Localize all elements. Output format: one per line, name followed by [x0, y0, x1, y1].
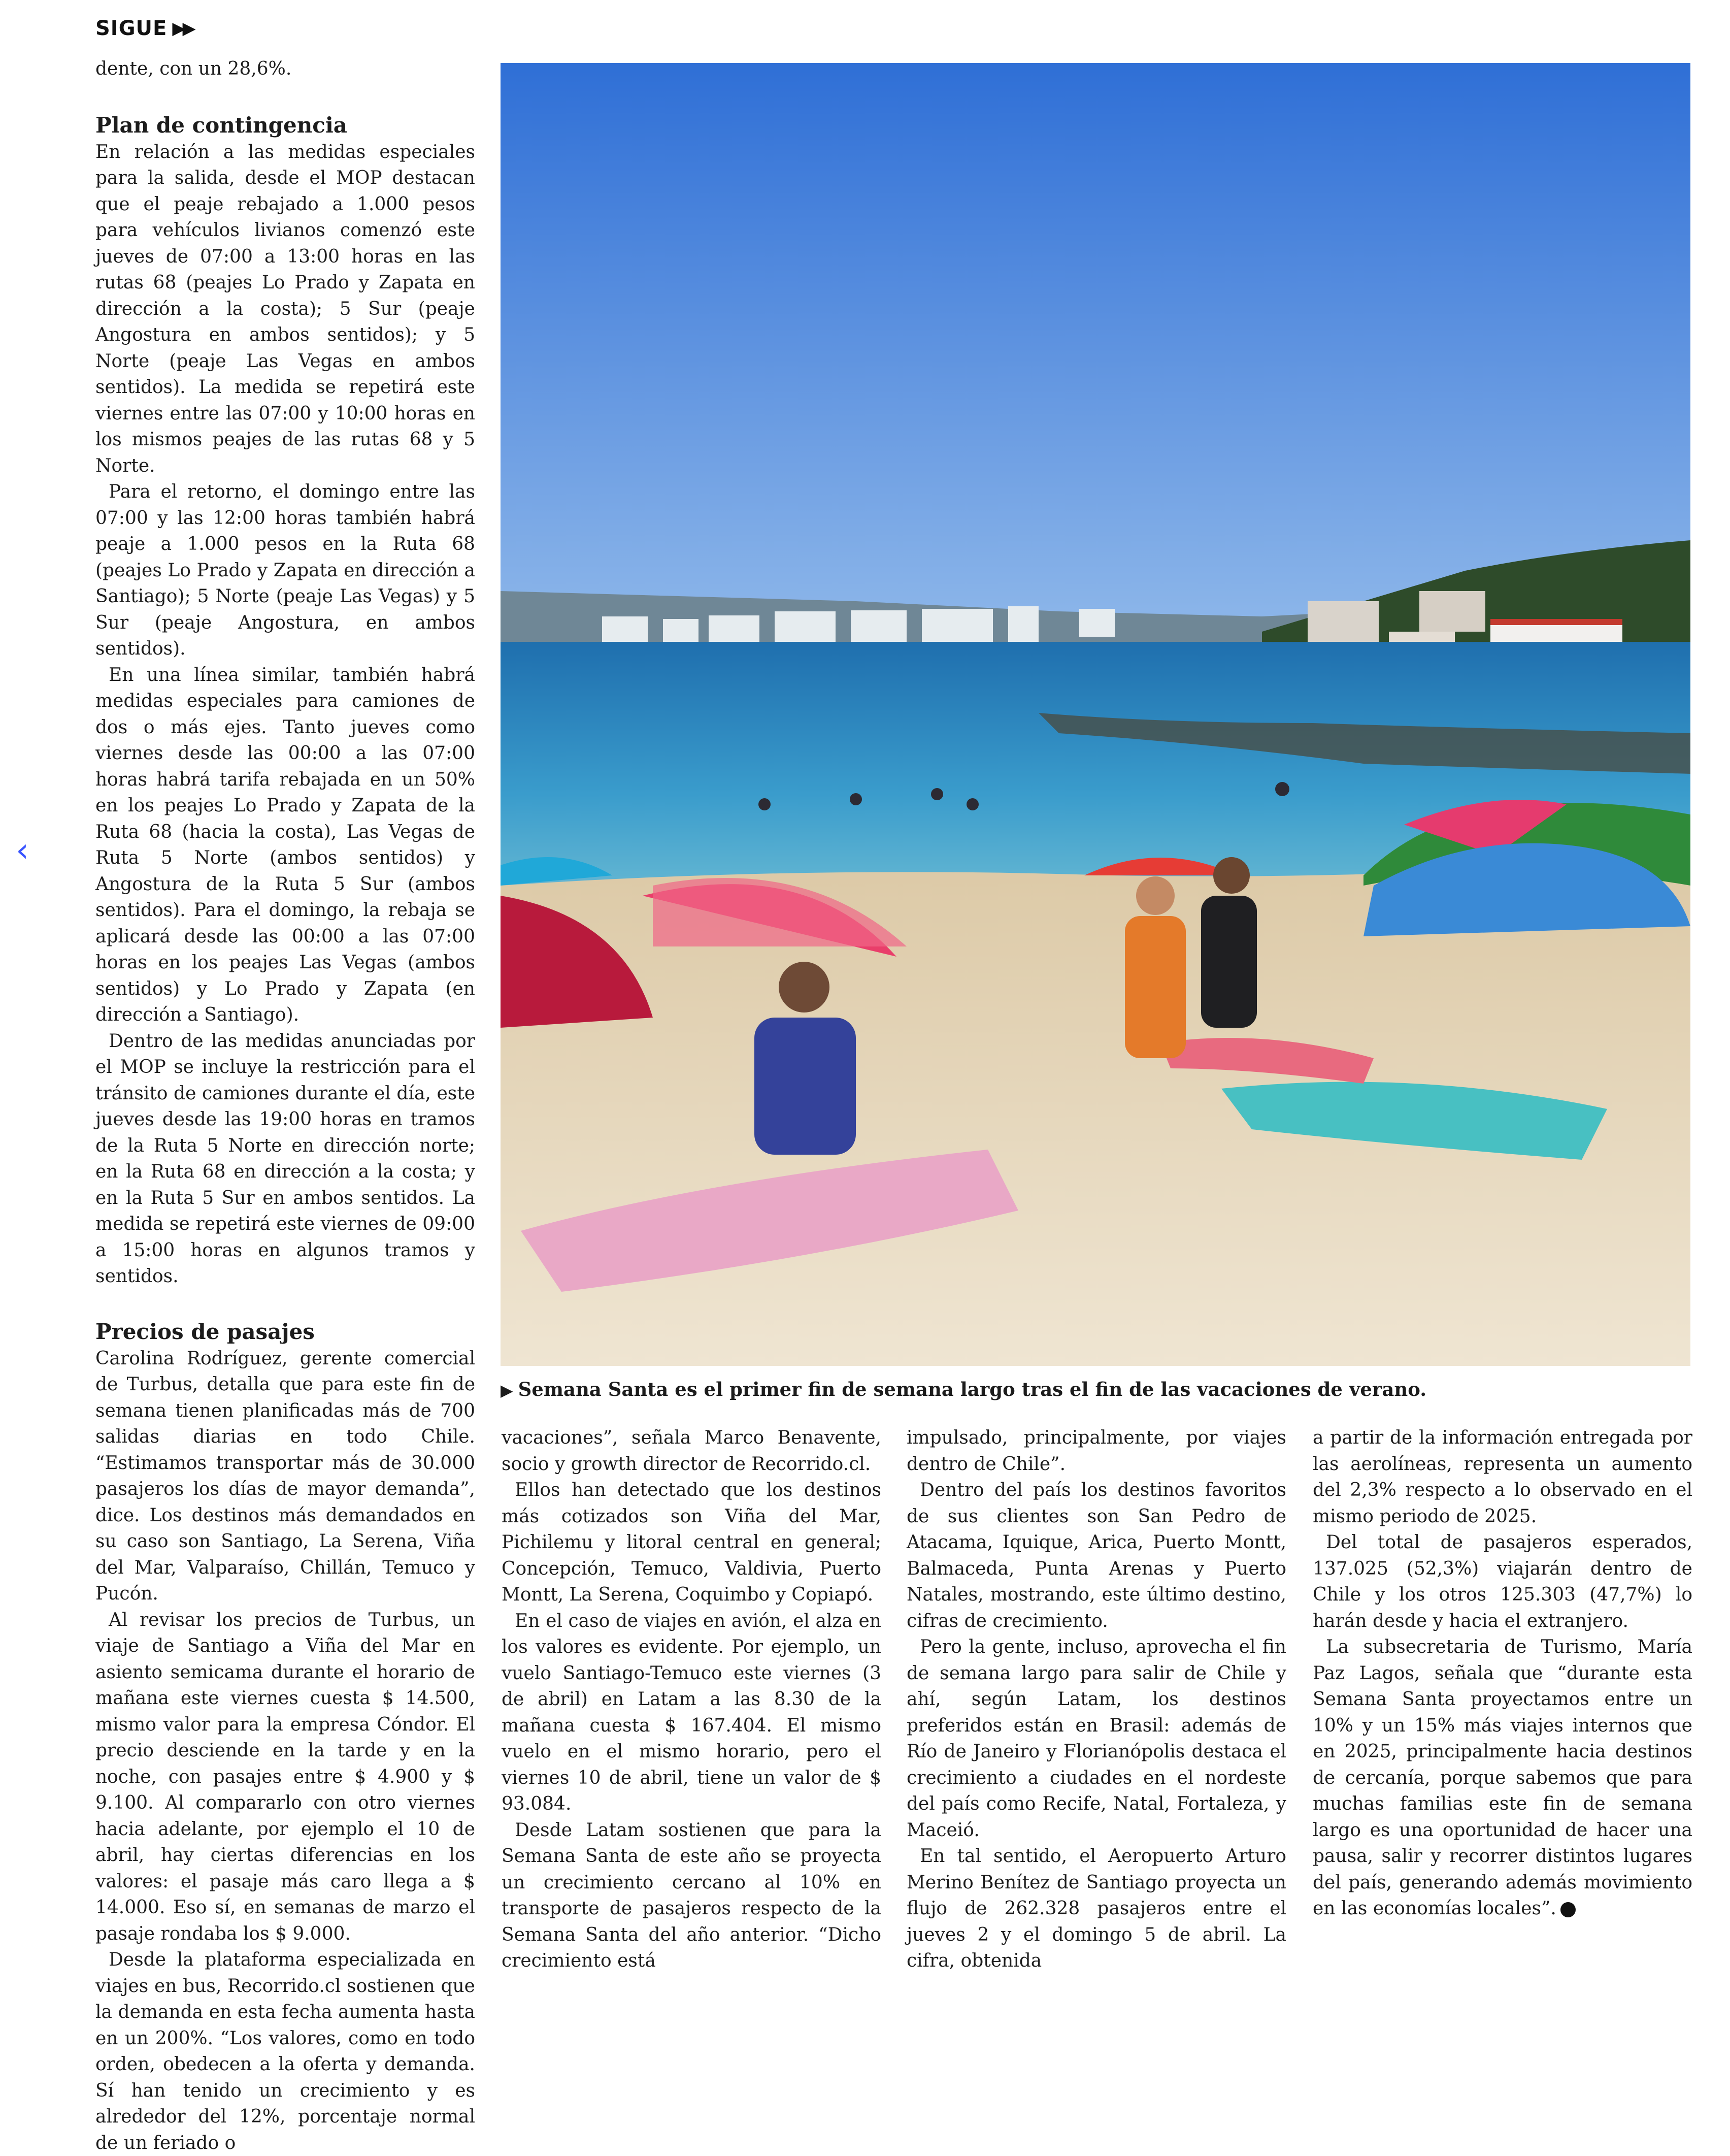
- beach-photo-illustration: [501, 63, 1690, 1366]
- paragraph: Dentro de las medidas anunciadas por el MOP se incluye la restricción para el tránsito de camiones durante el día, este jueves desde las 19:00 horas en tramos de la Ruta 5 Norte en dirección norte; en la Ruta 68 en dirección a la costa; y en la Ruta 5 Sur en ambos sentidos. La medida se repetirá este viernes de 09:00 a 15:00 horas en algunos tramos y sentidos.: [95, 1030, 475, 1287]
- continue-arrows-icon: ▶▶: [172, 18, 193, 39]
- subheading-contingency: Plan de contingencia: [95, 112, 348, 138]
- caption-marker-icon: ▶: [501, 1381, 513, 1400]
- paragraph: En el caso de viajes en avión, el alza en los valores es evidente. Por ejemplo, un vuelo Santiago-Temuco este viernes (3 de abril) en Latam a las 8.30 de la mañana cuesta $ 167.404. El mismo vuelo en el mismo horario, pero el viernes 10 de abril, tiene un valor de $ 93.084.: [502, 1610, 881, 1814]
- paragraph: Desde la plataforma especializada en viajes en bus, Recorrido.cl sostienen que la demanda en esta fecha aumenta hasta en un 200%. “Los valores, como en todo orden, obedecen a la oferta y demanda. Sí han tenido un crecimiento y es alrededor del 12%, porcentaje normal de un feriado o: [95, 1949, 475, 2153]
- caption-text: Semana Santa es el primer fin de semana largo tras el fin de las vacaciones de verano.: [518, 1378, 1427, 1400]
- section-label: SIGUE: [95, 17, 168, 40]
- paragraph: Para el retorno, el domingo entre las 07:00 y las 12:00 horas también habrá peaje a 1.000 pesos en la Ruta 68 (peajes Lo Prado y Zapata en dirección a Santiago); 5 Norte (peaje Las Vegas) y 5 Sur (peaje Angostura, en ambos sentidos).: [95, 481, 475, 659]
- paragraph: dente, con un 28,6%.: [95, 58, 292, 79]
- paragraph: impulsado, principalmente, por viajes dentro de Chile”.: [907, 1427, 1286, 1475]
- article-column-4: [1313, 1425, 1692, 1922]
- article-column-2: [502, 1425, 881, 1974]
- beach-photo: [501, 63, 1690, 1366]
- paragraph: Desde Latam sostienen que para la Semana Santa de este año se proyecta un crecimiento cercano al 10% en transporte de pasajeros respecto de la Semana Santa del año anterior. “Dicho crecimiento está: [502, 1819, 881, 1971]
- paragraph: Pero la gente, incluso, aprovecha el fin de semana largo para salir de Chile y ahí, según Latam, los destinos preferidos están en Brasil: además de Río de Janeiro y Florianópolis destaca el crecimiento a ciudades en el nordeste del país como Recife, Natal, Fortaleza, y Maceió.: [907, 1637, 1286, 1841]
- article-column-1: [95, 56, 475, 2156]
- article-column-3: [907, 1425, 1286, 1974]
- photo-caption: [501, 1374, 1690, 1404]
- paragraph: a partir de la información entregada por las aerolíneas, representa un aumento del 2,3% respecto a lo observado en el mismo periodo de 2025.: [1313, 1427, 1692, 1527]
- paragraph: En relación a las medidas especiales para la salida, desde el MOP destacan que el peaje rebajado a 1.000 pesos para vehículos livianos comenzó este jueves de 07:00 a 13:00 horas en las rutas 68 (peajes Lo Prado y Zapata en dirección a la costa); 5 Sur (peaje Angostura en ambos sentidos); y 5 Norte (peaje Las Vegas en ambos sentidos). La medida se repetirá este viernes entre las 07:00 y 10:00 horas en los mismos peajes de las rutas 68 y 5 Norte.: [95, 141, 475, 476]
- paragraph: [1313, 1634, 1692, 1922]
- paragraph: Dentro del país los destinos favoritos de sus clientes son San Pedro de Atacama, Iquique, Arica, Puerto Montt, Balmaceda, Punta Arenas y Puerto Natales, mostrando, este último destino, cifras de crecimiento.: [907, 1480, 1286, 1631]
- previous-page-icon[interactable]: ‹: [16, 832, 29, 869]
- subheading-prices: Precios de pasajes: [95, 1319, 315, 1344]
- sigue-label: [95, 13, 193, 44]
- paragraph: Del total de pasajeros esperados, 137.025 (52,3%) viajarán dentro de Chile y los otros 125.303 (47,7%) lo harán desde y hacia el extranjero.: [1313, 1532, 1692, 1631]
- paragraph: vacaciones”, señala Marco Benavente, socio y growth director de Recorrido.cl.: [502, 1427, 881, 1475]
- paragraph: Al revisar los precios de Turbus, un viaje de Santiago a Viña del Mar en asiento semicama durante el horario de mañana este viernes cuesta $ 14.500, mismo valor para la empresa Cóndor. El precio desciende en la tarde y en la noche, con pasajes entre $ 4.900 y $ 9.100. Al compararlo con otro viernes hacia adelante, por ejemplo el 10 de abril, hay ciertas diferencias en los valores: el pasaje más caro llega a $ 14.000. Eso sí, en semanas de marzo el pasaje rondaba los $ 9.000.: [95, 1609, 475, 1944]
- paragraph: Ellos han detectado que los destinos más cotizados son Viña del Mar, Pichilemu y litoral central en general; Concepción, Temuco, Valdivia, Puerto Montt, La Serena, Coquimbo y Copiapó.: [502, 1480, 881, 1605]
- sky: [501, 63, 1690, 642]
- paragraph: Carolina Rodríguez, gerente comercial de Turbus, detalla que para este fin de semana tienen planificadas más de 700 salidas diarias en todo Chile. “Estimamos transportar más de 30.000 pasajeros los días de mayor demanda”, dice. Los destinos más demandados en su caso son Santiago, La Serena, Viña del Mar, Valparaíso, Chillán, Temuco y Pucón.: [95, 1348, 475, 1604]
- paragraph: En tal sentido, el Aeropuerto Arturo Merino Benítez de Santiago proyecta un flujo de 262.328 pasajeros entre el jueves 2 y el domingo 5 de abril. La cifra, obtenida: [907, 1846, 1286, 1971]
- end-of-article-icon: [1560, 1902, 1576, 1917]
- paragraph-text: La subsecretaria de Turismo, María Paz Lagos, señala que “durante esta Semana Santa proyectamos entre un 10% y un 15% más viajes internos que en 2025, principalmente hacia destinos de cercanía, porque sabemos que para muchas familias este fin de semana largo es una oportunidad de hacer una pausa, salir y recorrer distintos lugares del país, generando además movimiento en las economías locales”.: [1313, 1637, 1692, 1919]
- paragraph: En una línea similar, también habrá medidas especiales para camiones de dos o más ejes. Tanto jueves como viernes desde las 00:00 a las 07:00 horas habrá tarifa rebajada en un 50% en los peajes Lo Prado y Zapata de la Ruta 68 (hacia la costa), Las Vegas de Ruta 5 Norte (ambos sentidos) y Angostura de la Ruta 5 Sur (ambos sentidos). Para el domingo, la rebaja se aplicará desde las 00:00 a las 07:00 horas en los peajes Las Vegas (ambos sentidos) y Lo Prado y Zapata (en dirección a Santiago).: [95, 664, 475, 1025]
